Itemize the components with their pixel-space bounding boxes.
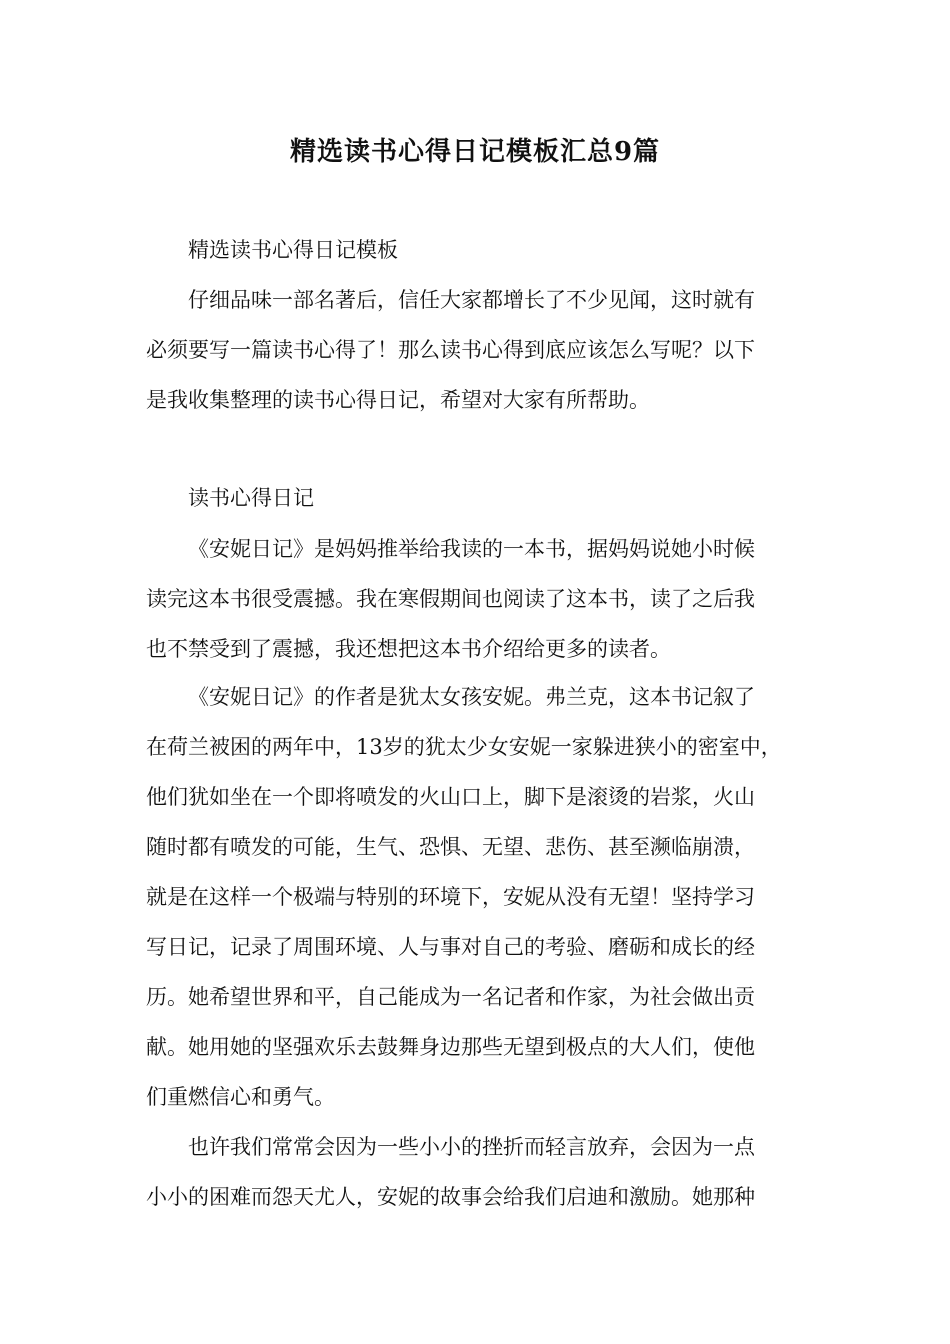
paragraph-line: 是我收集整理的读书心得日记，希望对大家有所帮助。 [146,388,650,412]
paragraph-line: 他们犹如坐在一个即将喷发的火山口上，脚下是滚烫的岩浆，火山 [146,785,755,809]
paragraph-line: 也许我们常常会因为一些小小的挫折而轻言放弃，会因为一点 [188,1135,755,1159]
paragraph-line: 随时都有喷发的可能，生气、恐惧、无望、悲伤、甚至濒临崩溃， [146,835,755,859]
document-title: 精选读书心得日记模板汇总9篇 [289,137,661,167]
section-heading: 读书心得日记 [188,486,314,510]
paragraph-line: 仔细品味一部名著后，信任大家都增长了不少见闻，这时就有 [188,288,755,312]
paragraph-line: 也不禁受到了震撼，我还想把这本书介绍给更多的读者。 [146,637,671,661]
paragraph-line: 献。她用她的坚强欢乐去鼓舞身边那些无望到极点的大人们，使他 [146,1035,755,1059]
paragraph-line: 在荷兰被困的两年中，13岁的犹太少女安妮一家躲进狭小的密室中， [146,735,782,759]
paragraph-line: 就是在这样一个极端与特别的环境下，安妮从没有无望！坚持学习 [146,885,755,909]
paragraph-line: 们重燃信心和勇气。 [146,1085,335,1109]
paragraph-line: 历。她希望世界和平，自己能成为一名记者和作家，为社会做出贡 [146,985,755,1009]
paragraph-line: 《安妮日记》是妈妈推举给我读的一本书，据妈妈说她小时候 [188,537,755,561]
paragraph-line: 《安妮日记》的作者是犹太女孩安妮。弗兰克，这本书记叙了 [188,685,755,709]
paragraph-line: 写日记，记录了周围环境、人与事对自己的考验、磨砺和成长的经 [146,935,755,959]
paragraph-line: 必须要写一篇读书心得了！那么读书心得到底应该怎么写呢？以下 [146,338,755,362]
paragraph-line: 读完这本书很受震撼。我在寒假期间也阅读了这本书，读了之后我 [146,587,755,611]
paragraph-line: 小小的困难而怨天尤人，安妮的故事会给我们启迪和激励。她那种 [146,1185,755,1209]
subtitle-template: 精选读书心得日记模板 [188,238,398,262]
